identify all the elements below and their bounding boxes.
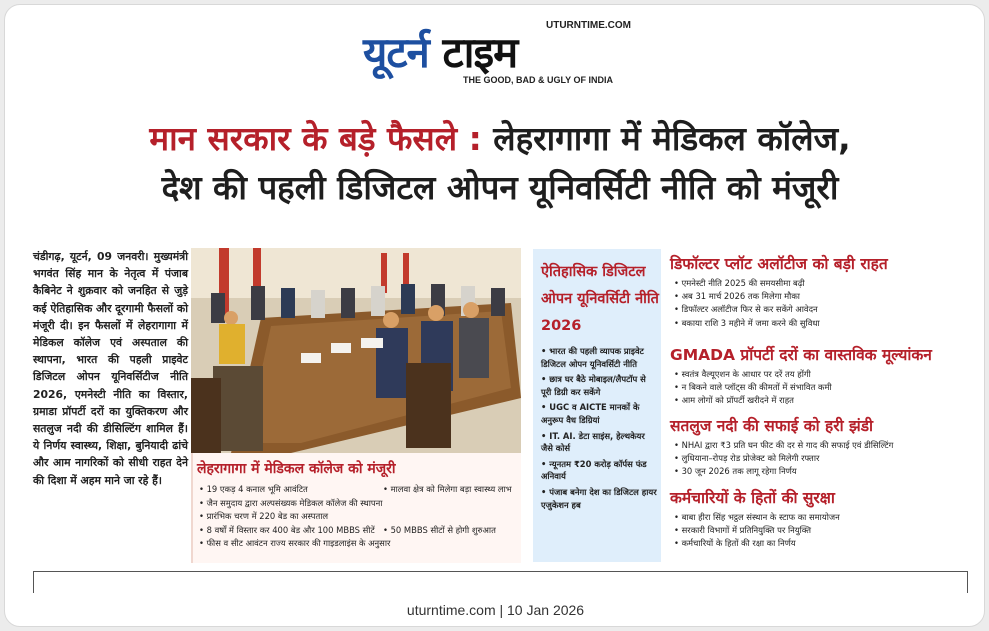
list-item: • न बिकने वाले प्लॉट्स की कीमतों में संभावित कमी [674,382,832,393]
medical-box-list [199,483,390,551]
list-item: • स्वतंत्र वैल्यूएशन के आधार पर दरें तय होंगी [674,369,811,379]
list-item: • प्रारंभिक चरण में 220 बेड का अस्पताल [199,511,329,521]
list-item: • 8 वर्षों में विस्तार कर 400 बेड और 100 MBBS सीटें [199,524,375,535]
medical-box-list-right [383,483,512,537]
list-item: • जैन समुदाय द्वारा अल्पसंख्यक मेडिकल कॉलेज की स्थापना [199,497,383,508]
list-item: • पंजाब बनेगा देश का डिजिटल हायर एजुकेशन हब [541,486,657,510]
paper-bottom-border [33,571,968,593]
list-item: • सरकारी विभागों में प्रतिनियुक्ति पर नियुक्ति [674,525,812,536]
list-item: • बकाया राशि 3 महीने में जमा करने की सुविधा [674,317,820,328]
list-item: • लुधियाना–रोपड़ रोड प्रोजेक्ट को मिलेगी रफ्तार [674,453,820,464]
headline-line-2: देश की पहली डिजिटल ओपन यूनिवर्सिटी नीति को मंजूरी [161,168,839,207]
section-list [670,368,970,408]
section-list [670,439,970,479]
masthead-tagline: THE GOOD, BAD & UGLY OF INDIA [463,75,614,85]
section-sutlej-cleaning [670,413,970,479]
masthead-logo [363,17,635,89]
logo-part-1: यूटर्न [363,28,429,77]
list-item: • 50 MBBS सीटों से होगी शुरुआत [383,524,496,535]
list-item: • IT. AI. डेटा साइंस, हेल्थकेयर जैसे कोर्स [541,430,645,454]
masthead-site: UTURNTIME.COM [546,20,631,31]
list-item: • अब 31 मार्च 2026 तक मिलेगा मौका [674,291,800,302]
section-title: सतलुज नदी की सफाई को हरी झंडी [670,417,874,435]
news-card [4,4,985,627]
digital-university-list [541,345,659,514]
masthead-logo-text [363,23,517,83]
footer-caption: uturntime.com | 10 Jan 2026 [406,602,585,618]
section-employee-interests [670,485,970,551]
section-list [670,511,970,551]
list-item [383,497,512,511]
section-gmada-rates [670,342,970,408]
digital-university-title: ऐतिहासिक डिजिटल ओपन यूनिवर्सिटी नीति 2026 [541,264,659,334]
medical-box-title: लेहरागागा में मेडिकल कॉलेज को मंजूरी [197,461,396,477]
list-item: • फीस व सीट आवंटन राज्य सरकार की गाइडलाइंस के अनुसार [199,538,391,548]
headline [35,115,965,213]
list-item: • डिफॉल्टर अलॉटीज फिर से कर सकेंगे आवेदन [674,304,818,315]
list-item [383,510,512,524]
list-item: • भारत की पहली व्यापक प्राइवेट डिजिटल ओपन यूनिवर्सिटी नीति [541,346,644,369]
headline-line-1: लेहरागागा में मेडिकल कॉलेज, [493,119,851,158]
section-title: कर्मचारियों के हितों की सुरक्षा [670,489,835,507]
medical-college-box [191,453,521,563]
list-item: • 30 जून 2026 तक लागू रहेगा निर्णय [674,466,797,477]
list-item: • बाबा हीरा सिंह भट्ठल संस्थान के स्टाफ का समायोजन [674,512,840,522]
list-item: • आम लोगों को प्रॉपर्टी खरीदने में राहत [674,395,794,406]
list-item: • छात्र घर बैठे मोबाइल/लैपटॉप से पूरी डिग्री कर सकेंगे [541,374,646,397]
digital-university-box [533,249,661,562]
section-title: डिफॉल्टर प्लॉट अलॉटीज को बड़ी राहत [670,255,888,273]
list-item: • कर्मचारियों के हितों की रक्षा का निर्णय [674,538,796,549]
list-item: • 19 एकड़ 4 कनाल भूमि आवंटित [199,484,308,494]
section-defaulter-plots [670,251,970,330]
cabinet-meeting-photo [191,248,521,453]
headline-prefix: मान सरकार के बड़े फैसले : [149,119,482,158]
article-intro: चंडीगढ़, यूटर्न, 09 जनवरी। मुख्यमंत्री भगवंत सिंह मान के नेतृत्व में पंजाब कैबिनेट ने शुक्रवार को जनहित से जुड़े कई ऐतिहासिक और दूरगामी फैसलों को मंजूरी दी। इन फैसलों में लेहरागागा में मेडिकल कॉलेज एवं अस्पताल की स्थापना, भारत की पहली प्राइवेट डिजिटल ओपन यूनिवर्सिटीज नीति 2026, एमनेस्टी नीति का विस्तार, ग्रमाडा प्रॉपर्टी दरों का युक्तिकरण और सतलुज नदी की डीसिल्टिंग शामिल हैं। ये निर्णय स्वास्थ्य, शिक्षा, बुनियादी ढांचे और आम नागरिकों को सीधी राहत देने की दिशा में अहम माने जा रहे हैं। [33,250,188,487]
list-item: • मालवा क्षेत्र को मिलेगा बड़ा स्वास्थ्य लाभ [383,484,512,494]
list-item: • NHAI द्वारा ₹3 प्रति घन फीट की दर से गाद की सफाई एवं डीसिल्टिंग [674,440,894,450]
list-item: • एमनेस्टी नीति 2025 की समयसीमा बढ़ी [674,278,805,288]
section-list [670,277,970,330]
section-title: GMADA प्रॉपर्टी दरों का वास्तविक मूल्यांकन [670,346,932,364]
logo-part-2: टाइम [442,28,518,77]
list-item: • UGC व AICTE मानकों के अनुरूप वैध डिग्रियां [541,402,640,425]
list-item: • न्यूनतम ₹20 करोड़ कॉर्पस फंड अनिवार्य [541,458,647,482]
